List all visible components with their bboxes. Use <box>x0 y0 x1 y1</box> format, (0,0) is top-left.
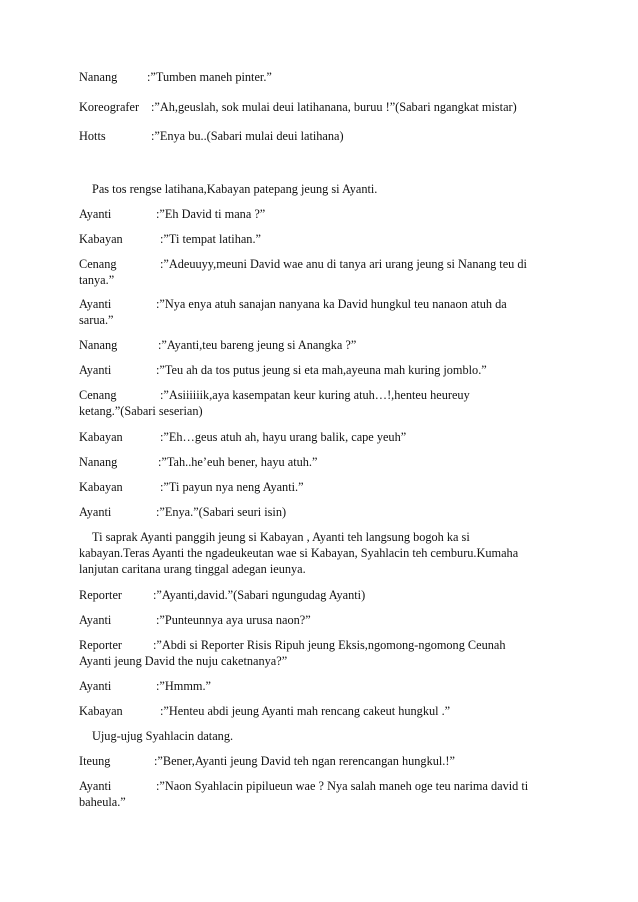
narration-text: kabayan.Teras Ayanti the ngadeukeutan wae si Kabayan, Syahlacin teh cemburu.Kumaha <box>79 546 519 560</box>
dialogue-text: :”Adeuuyy,meuni David wae anu di tanya ari urang jeung si Nanang teu di <box>160 257 527 271</box>
narration-paragraph <box>79 529 561 577</box>
dialogue-text: :”Bener,Ayanti jeung David teh ngan rerencangan hungkul.!” <box>154 754 455 768</box>
dialogue-text: :”Tumben maneh pinter.” <box>147 70 272 84</box>
speaker-name: Ayanti <box>79 505 112 519</box>
speaker-name: Nanang <box>79 455 118 469</box>
narration-text: lanjutan caritana urang tinggal adegan ieunya. <box>79 562 306 576</box>
narration-text: Ti saprak Ayanti panggih jeung si Kabayan , Ayanti teh langsung bogoh ka si <box>92 530 470 544</box>
narration-text: Pas tos rengse latihana,Kabayan patepang jeung si Ayanti. <box>92 182 378 196</box>
speaker-name: Ayanti <box>79 613 112 627</box>
dialogue-text: :”Punteunnya aya urusa naon?” <box>156 613 311 627</box>
dialogue-text: :”Naon Syahlacin pipilueun wae ? Nya salah maneh oge teu narima david ti <box>156 779 529 793</box>
speaker-name: Nanang <box>79 338 118 352</box>
dialogue-continuation: sarua.” <box>79 313 114 327</box>
speaker-name: Ayanti <box>79 779 112 793</box>
dialogue-continuation: baheula.” <box>79 795 126 809</box>
dialogue-text: :”Teu ah da tos putus jeung si eta mah,ayeuna mah kuring jomblo.” <box>156 363 487 377</box>
dialogue-text: :”Ti payun nya neng Ayanti.” <box>160 480 304 494</box>
speaker-name: Ayanti <box>79 679 112 693</box>
narration-paragraph <box>79 728 561 744</box>
speaker-name: Iteung <box>79 754 111 768</box>
dialogue-text: :”Ayanti,david.”(Sabari ngungudag Ayanti) <box>153 588 366 602</box>
speaker-name: Ayanti <box>79 207 112 221</box>
speaker-name: Kabayan <box>79 704 123 718</box>
narration-paragraph <box>79 181 561 197</box>
dialogue-text: :”Tah..he’euh bener, hayu atuh.” <box>158 455 318 469</box>
speaker-name: Cenang <box>79 257 117 271</box>
dialogue-text: :”Eh…geus atuh ah, hayu urang balik, cape yeuh” <box>160 430 407 444</box>
speaker-name: Kabayan <box>79 480 123 494</box>
dialogue-text: :”Ti tempat latihan.” <box>160 232 261 246</box>
dialogue-text: :”Henteu abdi jeung Ayanti mah rencang cakeut hungkul .” <box>160 704 451 718</box>
dialogue-text: :”Eh David ti mana ?” <box>156 207 266 221</box>
dialogue-text: :”Asiiiiiik,aya kasempatan keur kuring atuh…!,henteu heureuy <box>160 388 470 402</box>
dialogue-text: :”Hmmm.” <box>156 679 211 693</box>
speaker-name: Kabayan <box>79 232 123 246</box>
speaker-name: Kabayan <box>79 430 123 444</box>
speaker-name: Koreografer <box>79 100 140 114</box>
dialogue-text: :”Enya.”(Sabari seuri isin) <box>156 505 287 519</box>
speaker-name: Nanang <box>79 70 118 84</box>
dialogue-text: :”Ah,geuslah, sok mulai deui latihanana, buruu !”(Sabari ngangkat mistar) <box>151 100 517 114</box>
speaker-name: Hotts <box>79 129 106 143</box>
speaker-name: Reporter <box>79 638 123 652</box>
speaker-name: Reporter <box>79 588 123 602</box>
dialogue-continuation: tanya.” <box>79 273 115 287</box>
dialogue-text: :”Abdi si Reporter Risis Ripuh jeung Eksis,ngomong-ngomong Ceunah <box>153 638 506 652</box>
speaker-name: Ayanti <box>79 363 112 377</box>
narration-text: Ujug-ujug Syahlacin datang. <box>92 729 234 743</box>
dialogue-continuation: Ayanti jeung David the nuju caketnanya?” <box>79 654 288 668</box>
speaker-name: Ayanti <box>79 297 112 311</box>
dialogue-continuation: ketang.”(Sabari seserian) <box>79 404 203 418</box>
dialogue-text: :”Nya enya atuh sanajan nanyana ka David hungkul teu nanaon atuh da <box>156 297 507 311</box>
dialogue-text: :”Ayanti,teu bareng jeung si Anangka ?” <box>158 338 357 352</box>
speaker-name: Cenang <box>79 388 117 402</box>
dialogue-text: :”Enya bu..(Sabari mulai deui latihana) <box>151 129 344 143</box>
